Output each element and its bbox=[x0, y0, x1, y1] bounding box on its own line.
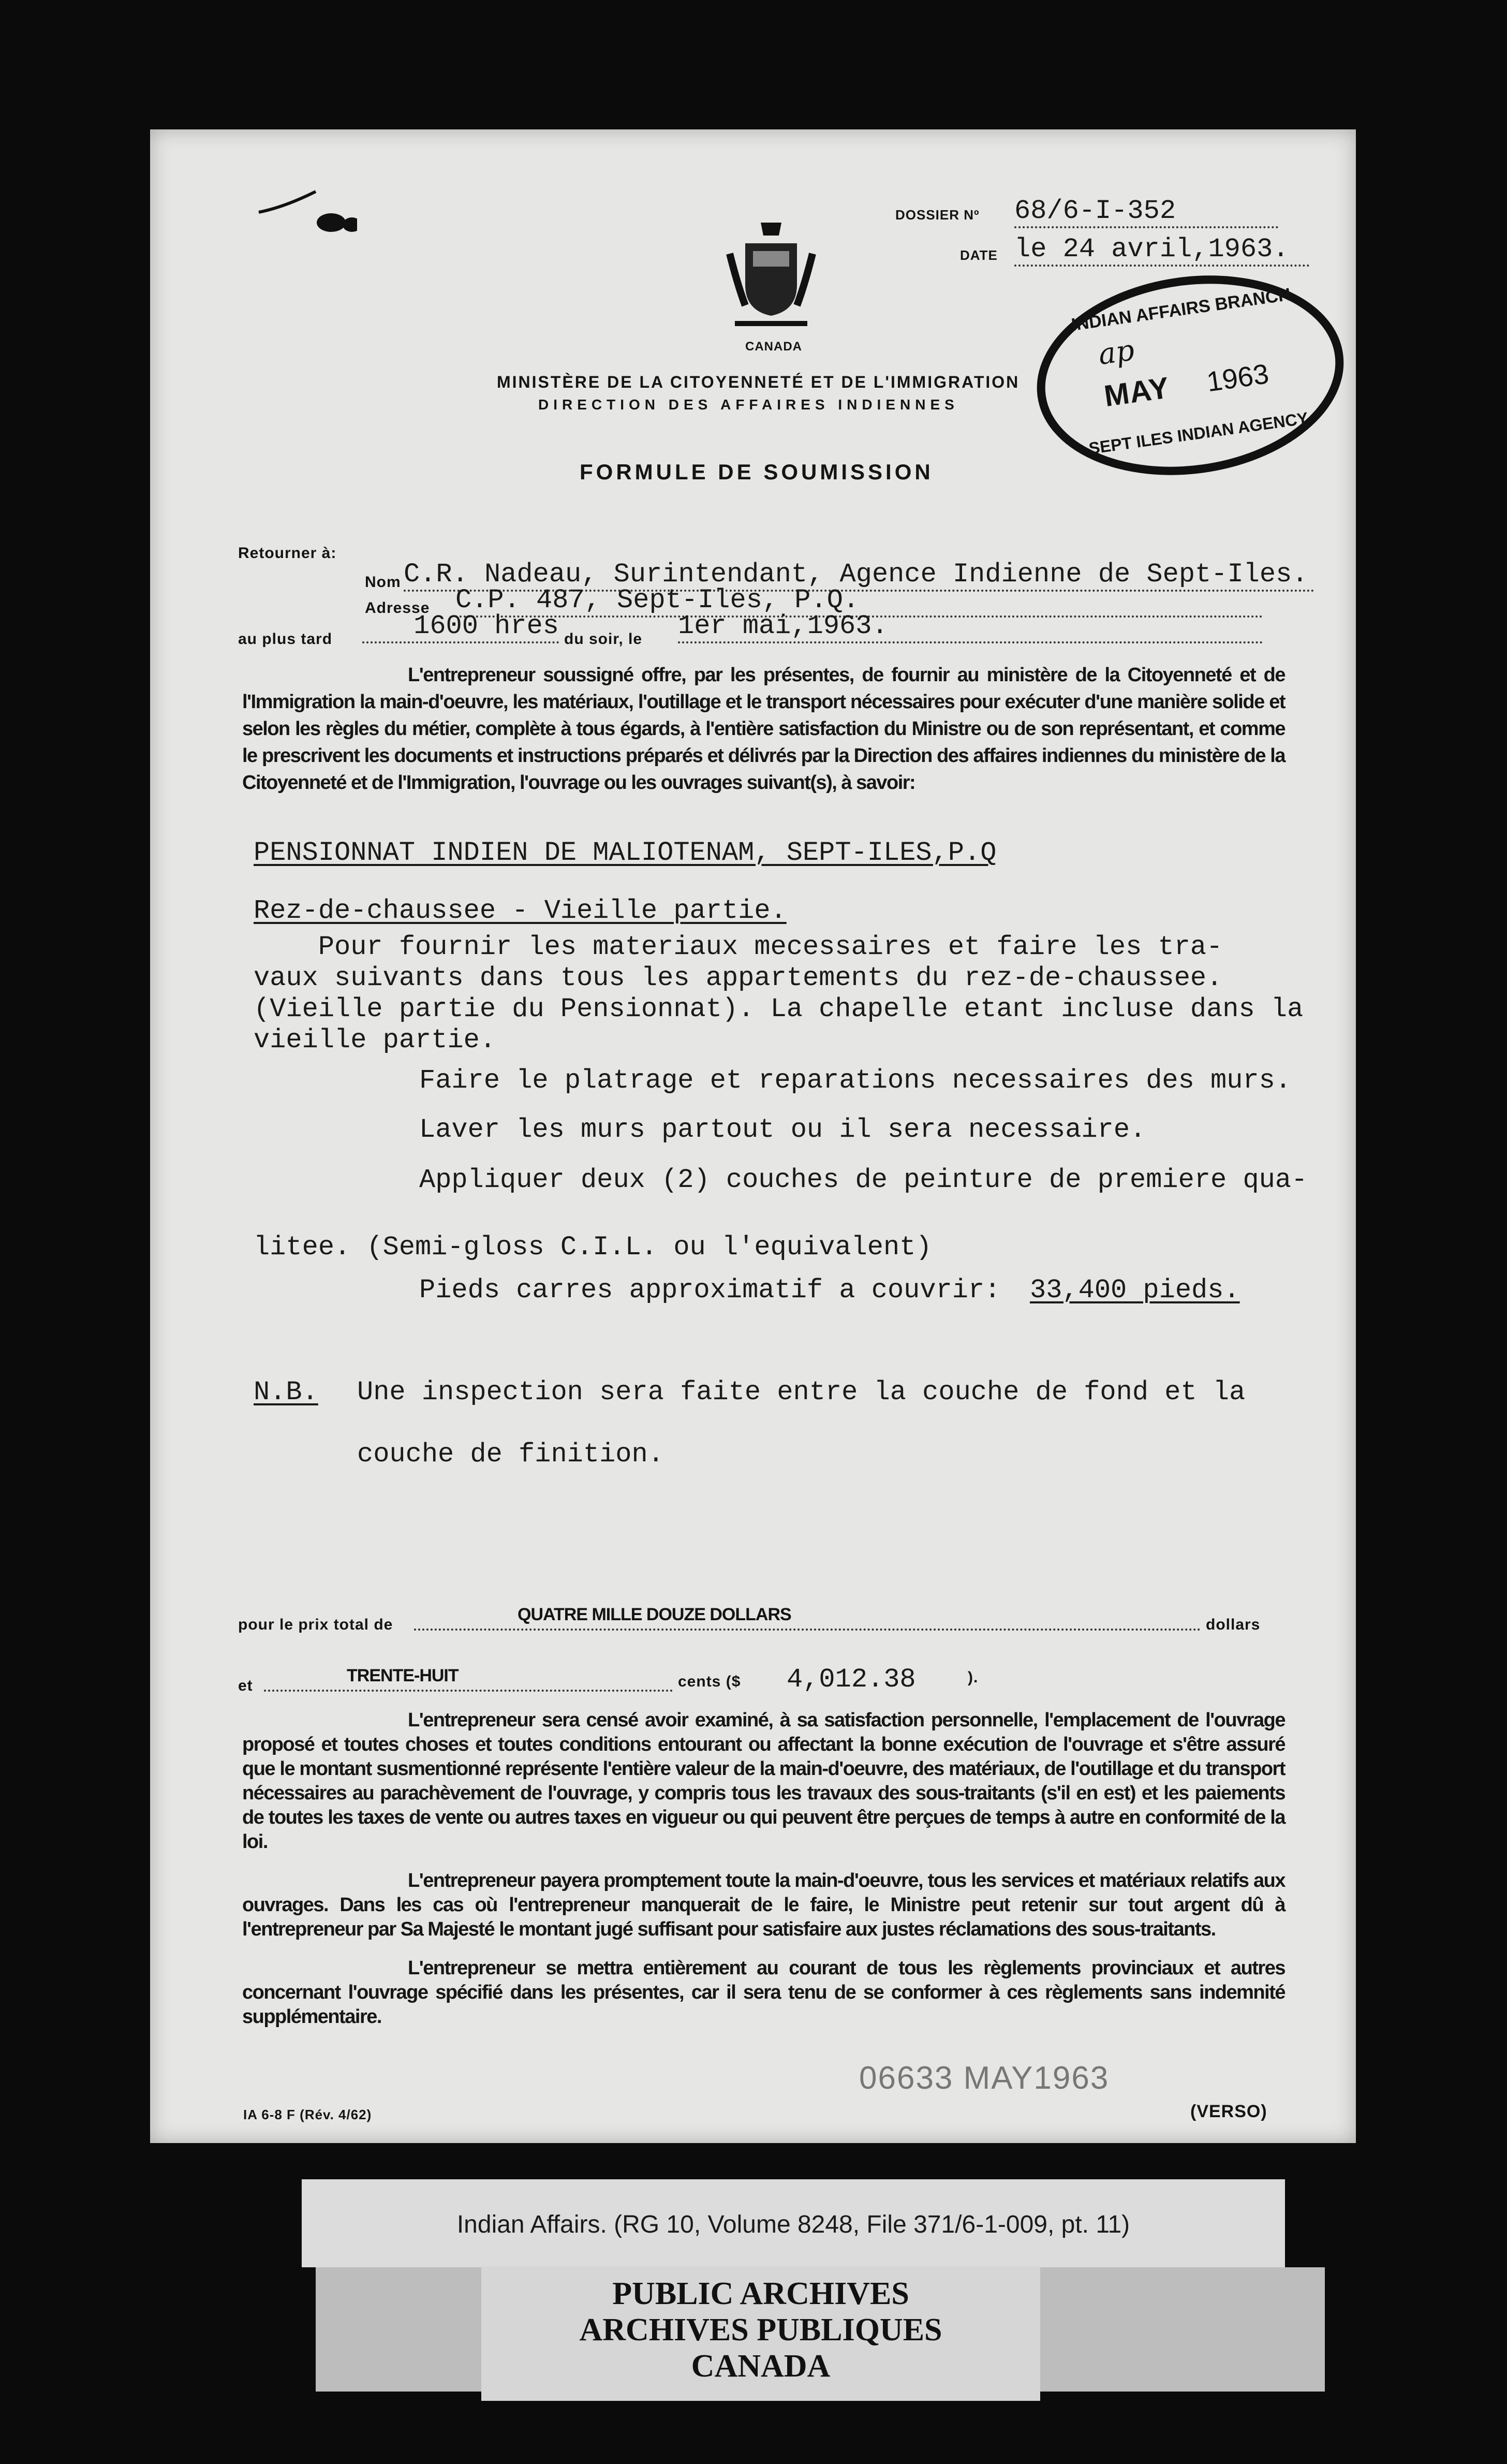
nom-value: C.R. Nadeau, Surintendant, Agence Indienne de Sept-Iles. bbox=[404, 559, 1314, 592]
archive-card-line-2: ARCHIVES PUBLIQUES bbox=[579, 2312, 942, 2348]
cents-field bbox=[264, 1666, 673, 1692]
date-label: DATE bbox=[960, 247, 998, 263]
stamp-year: 1963 bbox=[1205, 358, 1271, 398]
total-price-field bbox=[414, 1605, 1201, 1631]
received-date-stamp: 06633 MAY1963 bbox=[859, 2060, 1110, 2096]
archive-card-line-1: PUBLIC ARCHIVES bbox=[612, 2276, 909, 2311]
area-label: Pieds carres approximatif a couvrir: bbox=[419, 1275, 1001, 1306]
work-item-painting-cont: litee. (Semi-gloss C.I.L. ou l'equivalent) bbox=[254, 1232, 932, 1263]
terms-paragraph-3: L'entrepreneur se mettra entièrement au courant de tous les règlements provinciaux et autres concernant l'ouvrage spécifié dans les présentes, car il sera tenu de se conformer à ces règlements sans indemnité supplémentaire. bbox=[242, 1957, 1285, 2028]
form-number: IA 6-8 F (Rév. 4/62) bbox=[243, 2107, 372, 2122]
intro-paragraph: L'entrepreneur soussigné offre, par les présentes, de fournir au ministère de la Citoyenneté et de l'Immigration la main-d'oeuvre, les matériaux, l'outillage et le transport nécessaires pour exécuter d'une manière solide et selon les règles du métier, complète à tous égards, à l'entière satisfaction du Ministre ou de son représentant, et comme le prescrivent les documents et instructions préparés et délivrés par la Direction des affaires indiennes du ministère de la Citoyenneté et de l'Immigration, l'ouvrage ou les ouvrages suivant(s), à savoir: bbox=[242, 664, 1285, 794]
nom-label: Nom bbox=[365, 574, 401, 591]
et-label: et bbox=[238, 1677, 253, 1694]
cents-words: TRENTE-HUIT bbox=[347, 1666, 459, 1685]
handwritten-mark bbox=[254, 171, 357, 233]
adresse-label: Adresse bbox=[365, 599, 430, 617]
work-item-painting: Appliquer deux (2) couches de peinture de premiere qua- bbox=[419, 1165, 1308, 1195]
area-value: 33,400 pieds. bbox=[1030, 1275, 1240, 1306]
deadline-label: au plus tard bbox=[238, 630, 333, 648]
direction-name: DIRECTION DES AFFAIRES INDIENNES bbox=[538, 397, 959, 413]
deadline-date: 1er mai,1963. bbox=[678, 611, 1263, 643]
work-item-plastering: Faire le platrage et reparations necessaires des murs. bbox=[419, 1065, 1292, 1096]
cents-label: cents ($ bbox=[678, 1673, 741, 1690]
date-value: le 24 avril,1963. bbox=[1014, 234, 1309, 267]
stamp-initials: ap bbox=[1096, 333, 1136, 372]
nb-line-1: Une inspection sera faite entre la couche de fond et la bbox=[357, 1377, 1246, 1407]
amount-close: ). bbox=[968, 1669, 979, 1686]
dossier-number: 68/6-I-352 bbox=[1014, 196, 1278, 228]
archive-card-line-3: CANADA bbox=[691, 2349, 831, 2384]
work-item-washing: Laver les murs partout ou il sera necessaire. bbox=[419, 1114, 1146, 1145]
crest-caption: CANADA bbox=[745, 340, 802, 354]
terms-paragraph-2: L'entrepreneur payera promptement toute la main-d'oeuvre, tous les services et matériaux relatifs aux ouvrages. Dans les cas où l'entrepreneur manquerait de le faire, le Ministre peut retenir sur tout argent dû à l'entrepreneur par Sa Majesté le montant jugé suffisant pour satisfaire aux justes réclamations des sous-traitants. bbox=[242, 1870, 1285, 1940]
adresse-value: C.P. 487, Sept-Iles, P.Q. bbox=[455, 585, 1263, 618]
terms-paragraph-1: L'entrepreneur sera censé avoir examiné, à sa satisfaction personnelle, l'emplacement de l'ouvrage proposé et toutes choses et toutes conditions entourant ou affectant la bonne exécution de l'ouvrage et s'être assuré que le montant susmentionné représente l'entière valeur de la main-d'oeuvre, des matériaux, de l'outillage et du transport nécessaires au parachèvement de l'ouvrage, y compris tous les travaux des sous-traitants (s'il en est) et les paiements de toutes les taxes de vente ou autres taxes en vigueur ou qui peuvent être perçues de temps à autre en conformité de la loi. bbox=[242, 1709, 1285, 1853]
total-price-label: pour le prix total de bbox=[238, 1616, 393, 1633]
indian-affairs-received-stamp bbox=[1023, 254, 1358, 497]
ministry-name: MINISTÈRE DE LA CITOYENNETÉ ET DE L'IMMIGRATION bbox=[497, 373, 1020, 391]
public-archives-card bbox=[481, 2266, 1040, 2401]
nb-line-2: couche de finition. bbox=[357, 1439, 664, 1470]
stamp-bottom-text: SEPT ILES INDIAN AGENCY bbox=[1087, 408, 1309, 458]
verso-label: (VERSO) bbox=[1190, 2102, 1267, 2121]
evening-label: du soir, le bbox=[564, 630, 643, 648]
dossier-label: DOSSIER Nº bbox=[895, 207, 980, 223]
canada-coat-of-arms-icon bbox=[725, 212, 818, 336]
stamp-top-text: INDIAN AFFAIRS BRANCH bbox=[1070, 284, 1292, 335]
work-subtitle: Rez-de-chaussee - Vieille partie. bbox=[254, 896, 787, 926]
terms-section bbox=[242, 1708, 1285, 2029]
archive-reference-text: Indian Affairs. (RG 10, Volume 8248, File 371/6-1-009, pt. 11) bbox=[456, 2211, 1130, 2238]
form-title: FORMULE DE SOUMISSION bbox=[580, 460, 934, 484]
stamp-month: MAY bbox=[1102, 371, 1172, 414]
return-label: Retourner à: bbox=[238, 545, 337, 562]
deadline-hour: 1600 hres bbox=[362, 611, 559, 643]
dollars-label: dollars bbox=[1206, 1616, 1261, 1633]
total-price-words: QUATRE MILLE DOUZE DOLLARS bbox=[518, 1605, 791, 1624]
nb-label: N.B. bbox=[254, 1377, 318, 1407]
work-title: PENSIONNAT INDIEN DE MALIOTENAM, SEPT-ILES,P.Q bbox=[254, 838, 997, 868]
work-description: Pour fournir les materiaux mecessaires et faire les tra- vaux suivants dans tous les appartements du rez-de-chaussee. (Vieille partie du Pensionnat). La chapelle etant incluse dans la vieille partie. bbox=[254, 932, 1304, 1055]
archive-reference-label bbox=[302, 2179, 1285, 2267]
amount-value: 4,012.38 bbox=[787, 1664, 916, 1695]
